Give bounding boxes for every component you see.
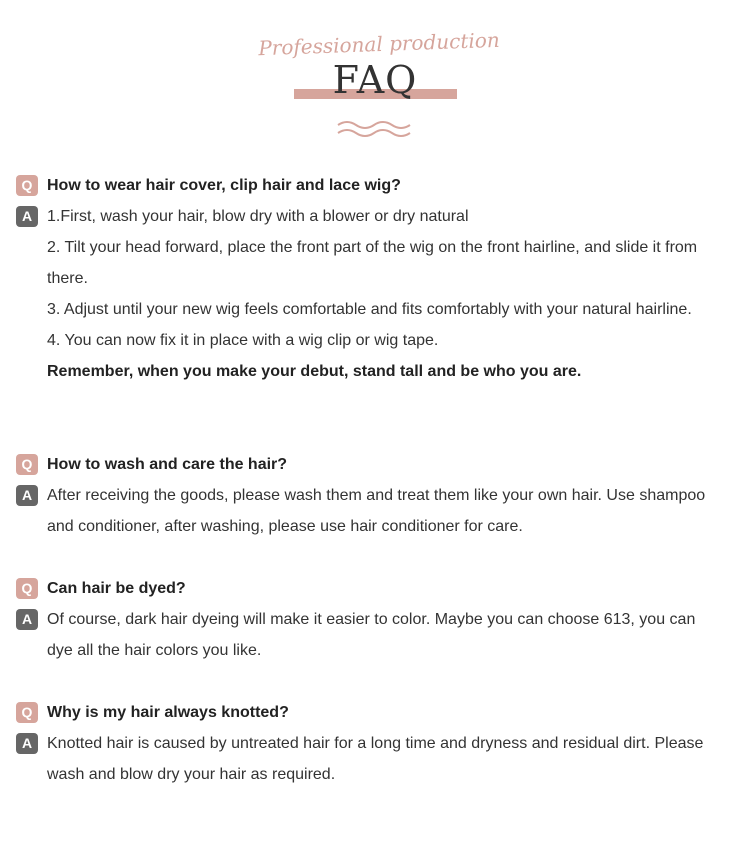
faq-item-dye bbox=[16, 573, 750, 666]
header-subtitle: Professional production bbox=[257, 27, 501, 61]
question-text: Can hair be dyed? bbox=[47, 580, 186, 597]
answer-line: 1.First, wash your hair, blow dry with a blower or dry natural bbox=[47, 208, 469, 225]
question-text: How to wash and care the hair? bbox=[47, 456, 288, 473]
answer-line: 4. You can now fix it in place with a wig clip or wig tape. bbox=[47, 332, 439, 349]
answer-row bbox=[16, 201, 750, 387]
answer-line: 2. Tilt your head forward, place the front part of the wig on the front hairline, and slide it from bbox=[47, 239, 698, 256]
question-text: Why is my hair always knotted? bbox=[47, 704, 289, 721]
faq-header bbox=[0, 0, 750, 150]
question-badge: Q bbox=[16, 454, 38, 475]
answer-badge: A bbox=[16, 206, 38, 227]
faq-item-wear bbox=[16, 170, 750, 387]
answer-badge: A bbox=[16, 609, 38, 630]
question-row bbox=[16, 697, 750, 728]
answer-line: After receiving the goods, please wash them and treat them like your own hair. Use shampoo bbox=[47, 487, 706, 504]
answer-line: Knotted hair is caused by untreated hair for a long time and dryness and residual dirt. Please bbox=[47, 735, 704, 752]
question-text: How to wear hair cover, clip hair and lace wig? bbox=[47, 177, 401, 194]
answer-line: there. bbox=[47, 270, 88, 287]
question-row bbox=[16, 449, 750, 480]
answer-line: and conditioner, after washing, please use hair conditioner for care. bbox=[47, 518, 523, 535]
question-badge: Q bbox=[16, 578, 38, 599]
wave-divider-icon bbox=[336, 118, 414, 140]
answer-row bbox=[16, 604, 750, 666]
page-title: FAQ bbox=[332, 58, 418, 102]
answer-line: wash and blow dry your hair as required. bbox=[47, 766, 336, 783]
answer-badge: A bbox=[16, 485, 38, 506]
answer-line: Of course, dark hair dyeing will make it easier to color. Maybe you can choose 613, you can bbox=[47, 611, 696, 628]
answer-row bbox=[16, 480, 750, 542]
question-row bbox=[16, 170, 750, 201]
question-badge: Q bbox=[16, 702, 38, 723]
answer-row bbox=[16, 728, 750, 790]
answer-line: 3. Adjust until your new wig feels comfortable and fits comfortably with your natural hairline. bbox=[47, 301, 692, 318]
answer-note: Remember, when you make your debut, stand tall and be who you are. bbox=[47, 363, 582, 380]
faq-item-knotted bbox=[16, 697, 750, 790]
question-row bbox=[16, 573, 750, 604]
question-badge: Q bbox=[16, 175, 38, 196]
answer-badge: A bbox=[16, 733, 38, 754]
answer-line: dye all the hair colors you like. bbox=[47, 642, 262, 659]
faq-item-wash bbox=[16, 449, 750, 542]
